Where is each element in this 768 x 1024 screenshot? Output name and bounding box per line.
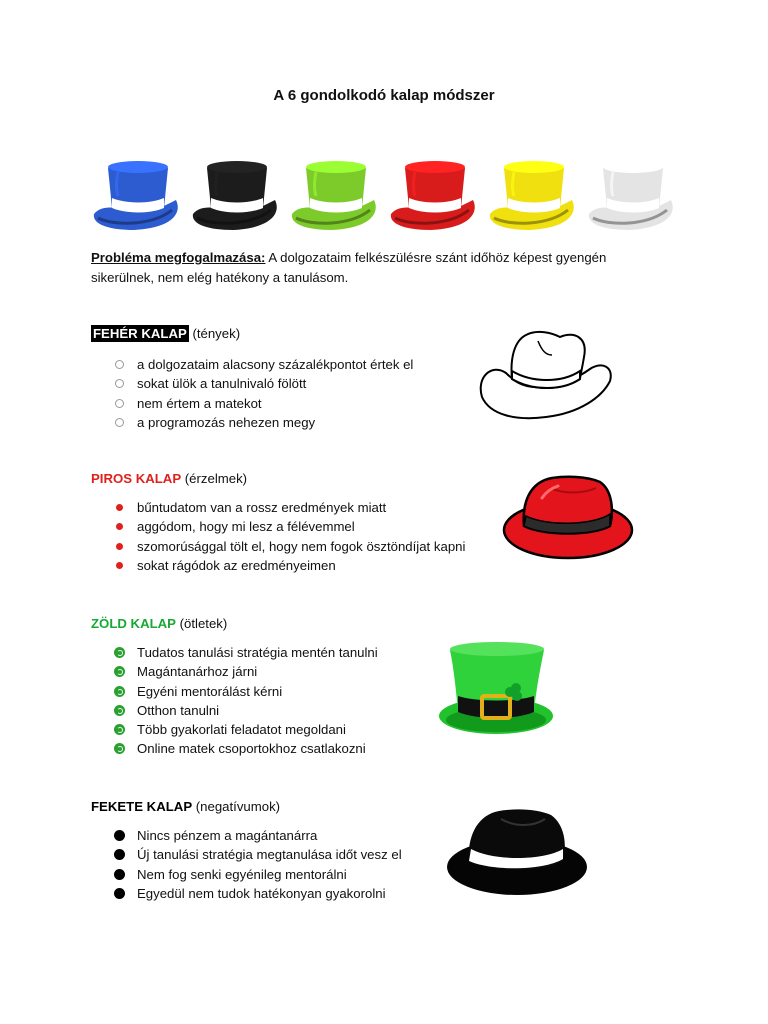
problem-statement <box>91 248 651 288</box>
green-recycle-bullet-icon <box>114 724 125 735</box>
black-dot-bullet-icon <box>114 888 125 899</box>
green-hat-list <box>91 643 451 759</box>
white-hat-heading <box>91 326 240 341</box>
list-item: Új tanulási stratégia megtanulása időt vesz el <box>91 845 451 864</box>
green-hat-sub: (ötletek) <box>175 616 228 631</box>
list-item: aggódom, hogy mi lesz a félévemmel <box>91 517 511 536</box>
black-dot-bullet-icon <box>114 830 125 841</box>
list-item: Otthon tanulni <box>91 701 451 720</box>
black-fedora-hat-icon <box>445 805 595 900</box>
list-item: Egyedül nem tudok hatékonyan gyakorolni <box>91 884 451 903</box>
list-item: Több gyakorlati feladatot megoldani <box>91 720 451 739</box>
red-dot-bullet-icon <box>116 523 123 530</box>
red-top-hat-icon <box>391 161 475 230</box>
green-recycle-bullet-icon <box>114 705 125 716</box>
black-dot-bullet-icon <box>114 849 125 860</box>
red-hat-heading <box>91 471 247 486</box>
list-item: nem értem a matekot <box>91 394 491 413</box>
yellow-top-hat-icon <box>490 161 574 230</box>
black-hat-name: FEKETE KALAP <box>91 799 193 814</box>
green-recycle-bullet-icon <box>114 666 125 677</box>
green-recycle-bullet-icon <box>114 647 125 658</box>
red-fedora-hat-icon <box>500 470 640 565</box>
list-item: Magántanárhoz járni <box>91 662 451 681</box>
green-hat-name: ZÖLD KALAP <box>91 616 176 631</box>
six-hats-illustration <box>90 156 680 236</box>
circle-bullet-icon <box>115 418 124 427</box>
list-item: Nincs pénzem a magántanárra <box>91 826 451 845</box>
problem-text: A dolgozataim felkészülésre szánt időhöz képest gyengén sikerülnek, nem elég hatékony a tanulásom. <box>91 250 607 285</box>
white-hat-list <box>91 355 491 432</box>
list-item: a programozás nehezen megy <box>91 413 491 432</box>
list-item: sokat rágódok az eredményeimen <box>91 556 511 575</box>
black-hat-list <box>91 826 451 903</box>
list-item: Nem fog senki egyénileg mentorálni <box>91 865 451 884</box>
circle-bullet-icon <box>115 399 124 408</box>
green-recycle-bullet-icon <box>114 743 125 754</box>
white-hat-sub: (tények) <box>188 326 241 341</box>
problem-label: Probléma megfogalmazása: <box>91 250 266 265</box>
list-item: Egyéni mentorálást kérni <box>91 682 451 701</box>
list-item: Online matek csoportokhoz csatlakozni <box>91 739 451 758</box>
red-dot-bullet-icon <box>116 543 123 550</box>
green-hat-heading <box>91 616 227 631</box>
red-hat-sub: (érzelmek) <box>181 471 248 486</box>
black-hat-sub: (negatívumok) <box>192 799 281 814</box>
white-top-hat-icon <box>589 161 673 230</box>
white-cowboy-hat-icon <box>476 325 616 425</box>
circle-bullet-icon <box>115 379 124 388</box>
list-item: sokat ülök a tanulnivaló fölött <box>91 374 491 393</box>
page-title: A 6 gondolkodó kalap módszer <box>273 87 495 104</box>
black-dot-bullet-icon <box>114 869 125 880</box>
black-hat-heading <box>91 799 280 814</box>
list-item: a dolgozataim alacsony százalékpontot értek el <box>91 355 491 374</box>
list-item: Tudatos tanulási stratégia mentén tanulni <box>91 643 451 662</box>
black-top-hat-icon <box>193 161 277 230</box>
green-leprechaun-hat-icon <box>436 640 561 740</box>
circle-bullet-icon <box>115 360 124 369</box>
green-recycle-bullet-icon <box>114 686 125 697</box>
red-dot-bullet-icon <box>116 504 123 511</box>
list-item: szomorúsággal tölt el, hogy nem fogok ösztöndíjat kapni <box>91 537 511 556</box>
green-top-hat-icon <box>292 161 376 230</box>
red-hat-list <box>91 498 511 575</box>
white-hat-name: FEHÉR KALAP <box>93 326 187 341</box>
red-dot-bullet-icon <box>116 562 123 569</box>
blue-top-hat-icon <box>94 161 178 230</box>
red-hat-name: PIROS KALAP <box>91 471 182 486</box>
list-item: bűntudatom van a rossz eredmények miatt <box>91 498 511 517</box>
